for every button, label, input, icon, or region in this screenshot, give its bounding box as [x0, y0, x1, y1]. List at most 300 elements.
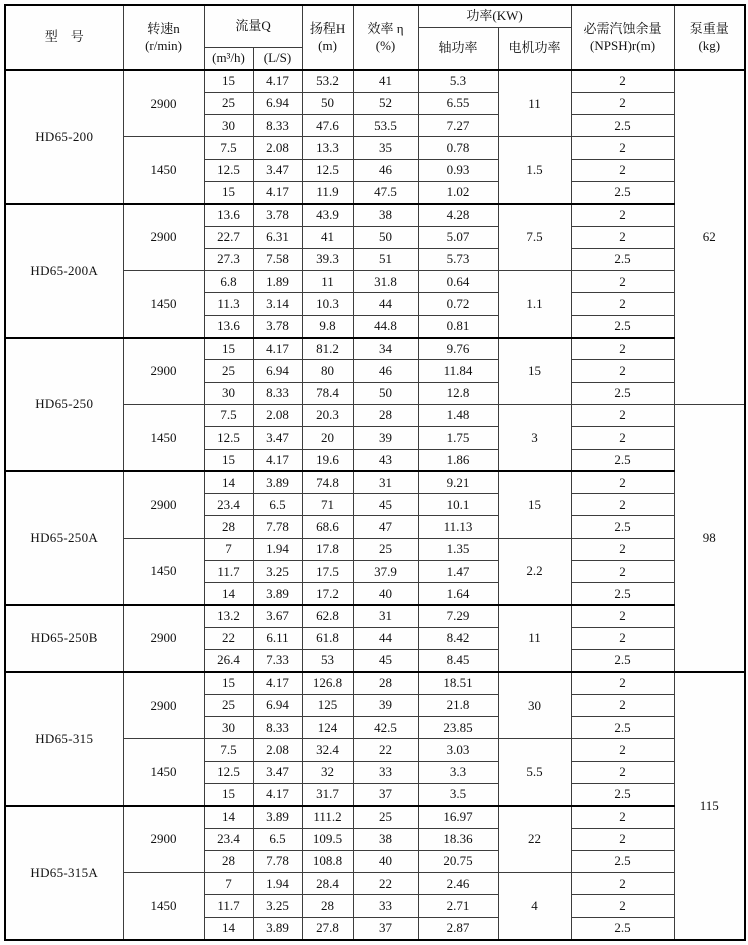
flow-ls-cell: 4.17: [253, 70, 302, 92]
header-motor-power-label: 电机功率: [508, 40, 561, 56]
flow-ls-cell: 4.17: [253, 181, 302, 203]
npsh-cell: 2: [571, 471, 674, 493]
shaft-power-cell: 20.75: [418, 850, 498, 872]
npsh-cell: 2.5: [571, 382, 674, 404]
head-cell: 32: [302, 761, 353, 783]
head-cell: 111.2: [302, 806, 353, 828]
shaft-power-cell: 9.21: [418, 471, 498, 493]
head-cell: 78.4: [302, 382, 353, 404]
flow-m3h-cell: 6.8: [204, 271, 253, 293]
eff-cell: 42.5: [353, 717, 418, 739]
speed-cell: 2900: [123, 471, 204, 538]
flow-ls-cell: 6.31: [253, 226, 302, 248]
shaft-power-cell: 0.93: [418, 159, 498, 181]
npsh-cell: 2: [571, 338, 674, 360]
npsh-cell: 2: [571, 761, 674, 783]
flow-ls-cell: 8.33: [253, 717, 302, 739]
flow-m3h-cell: 11.7: [204, 561, 253, 583]
flow-ls-cell: 3.89: [253, 917, 302, 939]
npsh-cell: 2: [571, 828, 674, 850]
flow-m3h-cell: 12.5: [204, 427, 253, 449]
motor-power-cell: 3: [498, 404, 571, 471]
eff-cell: 35: [353, 137, 418, 159]
shaft-power-cell: 9.76: [418, 338, 498, 360]
eff-cell: 22: [353, 739, 418, 761]
npsh-cell: 2.5: [571, 850, 674, 872]
head-cell: 17.8: [302, 538, 353, 560]
eff-cell: 44: [353, 627, 418, 649]
model-cell: HD65-200A: [5, 204, 123, 338]
flow-ls-cell: 4.17: [253, 338, 302, 360]
shaft-power-cell: 11.13: [418, 516, 498, 538]
weight-cell: 98: [674, 404, 745, 672]
npsh-cell: 2: [571, 159, 674, 181]
npsh-cell: 2: [571, 627, 674, 649]
npsh-cell: 2: [571, 494, 674, 516]
shaft-power-cell: 4.28: [418, 204, 498, 226]
head-cell: 109.5: [302, 828, 353, 850]
flow-ls-cell: 8.33: [253, 115, 302, 137]
flow-m3h-cell: 7: [204, 538, 253, 560]
flow-m3h-cell: 7.5: [204, 404, 253, 426]
eff-cell: 37.9: [353, 561, 418, 583]
flow-m3h-cell: 30: [204, 115, 253, 137]
flow-ls-cell: 6.94: [253, 92, 302, 114]
flow-m3h-cell: 28: [204, 850, 253, 872]
head-cell: 41: [302, 226, 353, 248]
motor-power-cell: 15: [498, 338, 571, 405]
speed-cell: 2900: [123, 672, 204, 739]
motor-power-cell: 15: [498, 471, 571, 538]
eff-cell: 46: [353, 159, 418, 181]
flow-m3h-cell: 11.7: [204, 895, 253, 917]
speed-cell: 2900: [123, 338, 204, 405]
head-cell: 11: [302, 271, 353, 293]
table-row: [5, 806, 745, 828]
head-cell: 12.5: [302, 159, 353, 181]
shaft-power-cell: 23.85: [418, 717, 498, 739]
header-speed-line1: 转速n: [147, 21, 180, 37]
eff-cell: 31: [353, 605, 418, 627]
flow-m3h-cell: 14: [204, 917, 253, 939]
flow-ls-cell: 8.33: [253, 382, 302, 404]
eff-cell: 45: [353, 650, 418, 672]
shaft-power-cell: 0.64: [418, 271, 498, 293]
flow-ls-cell: 6.5: [253, 494, 302, 516]
header-npsh: [571, 5, 674, 70]
npsh-cell: 2.5: [571, 717, 674, 739]
model-cell: HD65-250B: [5, 605, 123, 672]
head-cell: 19.6: [302, 449, 353, 471]
head-cell: 124: [302, 717, 353, 739]
flow-m3h-cell: 22: [204, 627, 253, 649]
eff-cell: 44: [353, 293, 418, 315]
shaft-power-cell: 10.1: [418, 494, 498, 516]
header-head-line1: 扬程H: [309, 21, 346, 37]
npsh-cell: 2: [571, 605, 674, 627]
shaft-power-cell: 5.07: [418, 226, 498, 248]
flow-ls-cell: 7.33: [253, 650, 302, 672]
eff-cell: 41: [353, 70, 418, 92]
shaft-power-cell: 6.55: [418, 92, 498, 114]
flow-m3h-cell: 25: [204, 694, 253, 716]
eff-cell: 33: [353, 761, 418, 783]
flow-ls-cell: 4.17: [253, 672, 302, 694]
header-flow: [204, 5, 302, 47]
header-efficiency-line2: (%): [375, 37, 396, 53]
flow-m3h-cell: 15: [204, 181, 253, 203]
npsh-cell: 2: [571, 271, 674, 293]
motor-power-cell: 30: [498, 672, 571, 739]
flow-m3h-cell: 15: [204, 784, 253, 806]
speed-cell: 2900: [123, 806, 204, 873]
header-flow-m3h: [204, 47, 253, 70]
header-flow-m3h-label: (m³/h): [212, 50, 245, 66]
head-cell: 81.2: [302, 338, 353, 360]
header-flow-label: 流量Q: [235, 18, 271, 34]
table-row: [5, 605, 745, 627]
npsh-cell: 2: [571, 694, 674, 716]
npsh-cell: 2.5: [571, 115, 674, 137]
speed-cell: 2900: [123, 605, 204, 672]
flow-ls-cell: 6.11: [253, 627, 302, 649]
npsh-cell: 2.5: [571, 516, 674, 538]
npsh-cell: 2: [571, 226, 674, 248]
header-speed: [123, 5, 204, 70]
speed-cell: 1450: [123, 271, 204, 338]
eff-cell: 31: [353, 471, 418, 493]
flow-m3h-cell: 11.3: [204, 293, 253, 315]
head-cell: 71: [302, 494, 353, 516]
flow-m3h-cell: 27.3: [204, 248, 253, 270]
shaft-power-cell: 7.29: [418, 605, 498, 627]
flow-ls-cell: 3.78: [253, 204, 302, 226]
header-speed-line2: (r/min): [145, 37, 182, 53]
flow-m3h-cell: 26.4: [204, 650, 253, 672]
flow-ls-cell: 3.47: [253, 427, 302, 449]
shaft-power-cell: 1.47: [418, 561, 498, 583]
head-cell: 32.4: [302, 739, 353, 761]
flow-ls-cell: 3.67: [253, 605, 302, 627]
head-cell: 61.8: [302, 627, 353, 649]
shaft-power-cell: 11.84: [418, 360, 498, 382]
model-cell: HD65-250A: [5, 471, 123, 605]
flow-m3h-cell: 12.5: [204, 159, 253, 181]
head-cell: 28.4: [302, 873, 353, 895]
head-cell: 31.7: [302, 784, 353, 806]
head-cell: 47.6: [302, 115, 353, 137]
flow-m3h-cell: 23.4: [204, 828, 253, 850]
head-cell: 27.8: [302, 917, 353, 939]
head-cell: 9.8: [302, 315, 353, 337]
shaft-power-cell: 7.27: [418, 115, 498, 137]
npsh-cell: 2.5: [571, 315, 674, 337]
eff-cell: 40: [353, 850, 418, 872]
header-npsh-line1: 必需汽蚀余量: [583, 21, 662, 37]
speed-cell: 1450: [123, 404, 204, 471]
npsh-cell: 2: [571, 895, 674, 917]
header-flow-ls: [253, 47, 302, 70]
speed-cell: 1450: [123, 538, 204, 605]
shaft-power-cell: 3.03: [418, 739, 498, 761]
flow-m3h-cell: 7: [204, 873, 253, 895]
head-cell: 74.8: [302, 471, 353, 493]
flow-ls-cell: 6.5: [253, 828, 302, 850]
motor-power-cell: 5.5: [498, 739, 571, 806]
shaft-power-cell: 0.72: [418, 293, 498, 315]
flow-m3h-cell: 12.5: [204, 761, 253, 783]
npsh-cell: 2.5: [571, 917, 674, 939]
shaft-power-cell: 18.36: [418, 828, 498, 850]
eff-cell: 37: [353, 784, 418, 806]
flow-ls-cell: 1.94: [253, 873, 302, 895]
eff-cell: 47.5: [353, 181, 418, 203]
header-power-label: 功率(KW): [466, 8, 523, 24]
head-cell: 125: [302, 694, 353, 716]
shaft-power-cell: 5.73: [418, 248, 498, 270]
head-cell: 43.9: [302, 204, 353, 226]
header-efficiency: [353, 5, 418, 70]
flow-m3h-cell: 13.2: [204, 605, 253, 627]
model-cell: HD65-315A: [5, 806, 123, 940]
flow-m3h-cell: 15: [204, 672, 253, 694]
head-cell: 11.9: [302, 181, 353, 203]
flow-ls-cell: 3.25: [253, 561, 302, 583]
header-shaft-power-label: 轴功率: [438, 40, 478, 56]
flow-ls-cell: 3.78: [253, 315, 302, 337]
eff-cell: 33: [353, 895, 418, 917]
weight-cell: 115: [674, 672, 745, 940]
eff-cell: 28: [353, 672, 418, 694]
table-header: [5, 5, 745, 70]
flow-m3h-cell: 22.7: [204, 226, 253, 248]
speed-cell: 1450: [123, 137, 204, 204]
shaft-power-cell: 1.48: [418, 404, 498, 426]
npsh-cell: 2: [571, 672, 674, 694]
flow-ls-cell: 2.08: [253, 137, 302, 159]
table-body: [5, 70, 745, 940]
shaft-power-cell: 3.5: [418, 784, 498, 806]
npsh-cell: 2.5: [571, 248, 674, 270]
npsh-cell: 2: [571, 561, 674, 583]
motor-power-cell: 2.2: [498, 538, 571, 605]
flow-ls-cell: 3.25: [253, 895, 302, 917]
table-row: [5, 672, 745, 694]
flow-m3h-cell: 14: [204, 583, 253, 605]
flow-ls-cell: 3.14: [253, 293, 302, 315]
eff-cell: 45: [353, 494, 418, 516]
flow-m3h-cell: 15: [204, 338, 253, 360]
npsh-cell: 2.5: [571, 583, 674, 605]
eff-cell: 43: [353, 449, 418, 471]
speed-cell: 1450: [123, 873, 204, 940]
head-cell: 68.6: [302, 516, 353, 538]
model-cell: HD65-200: [5, 70, 123, 204]
shaft-power-cell: 1.86: [418, 449, 498, 471]
flow-m3h-cell: 15: [204, 70, 253, 92]
flow-ls-cell: 7.58: [253, 248, 302, 270]
flow-ls-cell: 6.94: [253, 694, 302, 716]
eff-cell: 37: [353, 917, 418, 939]
motor-power-cell: 22: [498, 806, 571, 873]
flow-ls-cell: 3.89: [253, 806, 302, 828]
head-cell: 80: [302, 360, 353, 382]
shaft-power-cell: 3.3: [418, 761, 498, 783]
head-cell: 20.3: [302, 404, 353, 426]
flow-ls-cell: 4.17: [253, 449, 302, 471]
npsh-cell: 2: [571, 404, 674, 426]
eff-cell: 40: [353, 583, 418, 605]
flow-m3h-cell: 23.4: [204, 494, 253, 516]
eff-cell: 52: [353, 92, 418, 114]
header-model: [5, 5, 123, 70]
shaft-power-cell: 8.42: [418, 627, 498, 649]
header-npsh-line2: (NPSH)r(m): [590, 37, 656, 53]
shaft-power-cell: 0.81: [418, 315, 498, 337]
motor-power-cell: 11: [498, 605, 571, 672]
flow-ls-cell: 3.47: [253, 159, 302, 181]
header-head-line2: (m): [318, 37, 337, 53]
header-model-label: 型 号: [44, 29, 84, 45]
head-cell: 28: [302, 895, 353, 917]
eff-cell: 53.5: [353, 115, 418, 137]
npsh-cell: 2.5: [571, 650, 674, 672]
header-motor-power: [498, 27, 571, 70]
table-row: [5, 471, 745, 493]
table-row: [5, 70, 745, 92]
motor-power-cell: 1.1: [498, 271, 571, 338]
flow-m3h-cell: 7.5: [204, 739, 253, 761]
flow-ls-cell: 3.47: [253, 761, 302, 783]
eff-cell: 47: [353, 516, 418, 538]
eff-cell: 46: [353, 360, 418, 382]
npsh-cell: 2: [571, 204, 674, 226]
eff-cell: 44.8: [353, 315, 418, 337]
header-weight-line2: (kg): [698, 37, 721, 53]
header-shaft-power: [418, 27, 498, 70]
shaft-power-cell: 8.45: [418, 650, 498, 672]
flow-m3h-cell: 13.6: [204, 315, 253, 337]
eff-cell: 25: [353, 538, 418, 560]
table-row: [5, 338, 745, 360]
npsh-cell: 2: [571, 427, 674, 449]
shaft-power-cell: 1.64: [418, 583, 498, 605]
npsh-cell: 2: [571, 70, 674, 92]
motor-power-cell: 7.5: [498, 204, 571, 271]
shaft-power-cell: 2.71: [418, 895, 498, 917]
shaft-power-cell: 12.8: [418, 382, 498, 404]
flow-ls-cell: 1.89: [253, 271, 302, 293]
eff-cell: 51: [353, 248, 418, 270]
eff-cell: 38: [353, 828, 418, 850]
head-cell: 13.3: [302, 137, 353, 159]
head-cell: 17.2: [302, 583, 353, 605]
flow-m3h-cell: 7.5: [204, 137, 253, 159]
npsh-cell: 2: [571, 360, 674, 382]
head-cell: 39.3: [302, 248, 353, 270]
head-cell: 17.5: [302, 561, 353, 583]
shaft-power-cell: 21.8: [418, 694, 498, 716]
npsh-cell: 2: [571, 92, 674, 114]
shaft-power-cell: 1.02: [418, 181, 498, 203]
model-cell: HD65-250: [5, 338, 123, 472]
shaft-power-cell: 1.35: [418, 538, 498, 560]
npsh-cell: 2.5: [571, 784, 674, 806]
shaft-power-cell: 1.75: [418, 427, 498, 449]
head-cell: 50: [302, 92, 353, 114]
header-flow-ls-label: (L/S): [263, 50, 292, 66]
header-weight-line1: 泵重量: [689, 21, 729, 37]
eff-cell: 22: [353, 873, 418, 895]
flow-m3h-cell: 30: [204, 382, 253, 404]
head-cell: 10.3: [302, 293, 353, 315]
header-weight: [674, 5, 745, 70]
flow-ls-cell: 3.89: [253, 471, 302, 493]
header-efficiency-line1: 效率 η: [367, 21, 404, 37]
flow-ls-cell: 7.78: [253, 850, 302, 872]
flow-ls-cell: 1.94: [253, 538, 302, 560]
flow-ls-cell: 7.78: [253, 516, 302, 538]
head-cell: 53.2: [302, 70, 353, 92]
flow-ls-cell: 2.08: [253, 404, 302, 426]
flow-ls-cell: 3.89: [253, 583, 302, 605]
shaft-power-cell: 16.97: [418, 806, 498, 828]
head-cell: 62.8: [302, 605, 353, 627]
speed-cell: 2900: [123, 204, 204, 271]
flow-m3h-cell: 25: [204, 92, 253, 114]
npsh-cell: 2: [571, 293, 674, 315]
head-cell: 108.8: [302, 850, 353, 872]
flow-m3h-cell: 15: [204, 449, 253, 471]
motor-power-cell: 11: [498, 70, 571, 137]
speed-cell: 1450: [123, 739, 204, 806]
npsh-cell: 2: [571, 538, 674, 560]
flow-m3h-cell: 13.6: [204, 204, 253, 226]
shaft-power-cell: 2.46: [418, 873, 498, 895]
header-head: [302, 5, 353, 70]
eff-cell: 25: [353, 806, 418, 828]
eff-cell: 28: [353, 404, 418, 426]
eff-cell: 38: [353, 204, 418, 226]
shaft-power-cell: 18.51: [418, 672, 498, 694]
eff-cell: 50: [353, 226, 418, 248]
flow-ls-cell: 6.94: [253, 360, 302, 382]
eff-cell: 50: [353, 382, 418, 404]
eff-cell: 39: [353, 427, 418, 449]
head-cell: 20: [302, 427, 353, 449]
npsh-cell: 2: [571, 806, 674, 828]
flow-m3h-cell: 25: [204, 360, 253, 382]
shaft-power-cell: 5.3: [418, 70, 498, 92]
motor-power-cell: 4: [498, 873, 571, 940]
flow-ls-cell: 4.17: [253, 784, 302, 806]
flow-m3h-cell: 30: [204, 717, 253, 739]
npsh-cell: 2: [571, 739, 674, 761]
header-power: [418, 5, 571, 27]
head-cell: 126.8: [302, 672, 353, 694]
eff-cell: 31.8: [353, 271, 418, 293]
motor-power-cell: 1.5: [498, 137, 571, 204]
npsh-cell: 2.5: [571, 181, 674, 203]
shaft-power-cell: 2.87: [418, 917, 498, 939]
weight-cell: 62: [674, 70, 745, 404]
flow-ls-cell: 2.08: [253, 739, 302, 761]
table-row: [5, 204, 745, 226]
shaft-power-cell: 0.78: [418, 137, 498, 159]
npsh-cell: 2: [571, 873, 674, 895]
speed-cell: 2900: [123, 70, 204, 137]
eff-cell: 39: [353, 694, 418, 716]
